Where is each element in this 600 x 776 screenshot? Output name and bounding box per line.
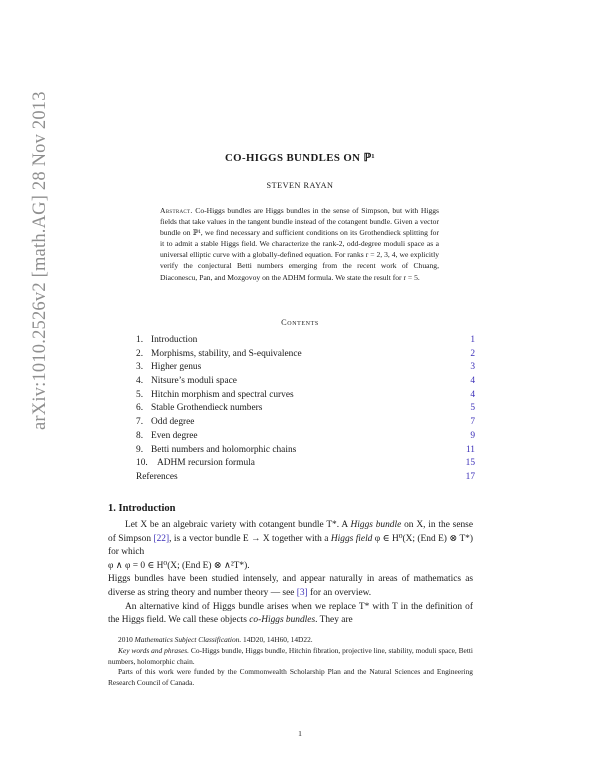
text-run: 2010: [118, 635, 135, 644]
toc-entry[interactable]: [136, 402, 475, 416]
citation-link[interactable]: [22]: [153, 533, 170, 544]
toc-number: 5.: [136, 389, 144, 400]
toc-page-link[interactable]: 15: [465, 458, 475, 469]
toc-label: Introduction: [151, 335, 198, 345]
toc-label: Morphisms, stability, and S-equivalence: [151, 348, 302, 359]
keywords-footnote: [108, 646, 473, 668]
toc-entry[interactable]: [136, 375, 475, 389]
toc-label: References: [136, 471, 178, 482]
term-co-higgs: co-Higgs bundles: [249, 615, 316, 626]
text-run: An alternative kind of Higgs bundle arises when we replace T* with T in the definition of the Higgs field. We call these objects: [108, 601, 473, 626]
toc-page-link[interactable]: 1: [470, 335, 475, 345]
section-body: [108, 519, 473, 628]
toc-number: 4.: [136, 376, 144, 387]
toc-label: Betti numbers and holomorphic chains: [151, 444, 297, 455]
toc-label: Odd degree: [151, 417, 195, 428]
text-run: . They are: [315, 615, 353, 626]
toc-number: 9.: [136, 444, 144, 455]
toc-entry[interactable]: [136, 334, 475, 348]
toc-label: Even degree: [151, 430, 198, 441]
funding-footnote: Parts of this work were funded by the Commonwealth Scholarship Plan and the Natural Sciences and Engineering Research Council of Canada.: [108, 667, 473, 688]
paragraph-2: [108, 573, 473, 600]
text-run: for an overview.: [307, 587, 372, 598]
display-equation: φ ∧ φ = 0 ∈ H⁰(X; (End E) ⊗ ∧²T*).: [108, 560, 250, 571]
toc-entry[interactable]: [136, 416, 475, 430]
text-run: Let X be an algebraic variety with cotangent bundle T*. A: [125, 520, 351, 530]
paper-title: CO-HIGGS BUNDLES ON ℙ¹: [224, 152, 376, 164]
toc-page-link[interactable]: 4: [470, 389, 475, 400]
keywords-label: Key words and phrases.: [118, 645, 189, 655]
arxiv-identifier: arXiv:1010.2526v2 [math.AG] 28 Nov 2013: [30, 91, 50, 430]
toc-entry[interactable]: [136, 348, 475, 362]
toc-page-link[interactable]: 5: [470, 403, 475, 414]
abstract-text: Co-Higgs bundles are Higgs bundles in the sense of Simpson, but with Higgs fields that take values in the tangent bundle instead of the cotangent bundle. Given a vector bundle on ℙ¹, we find necessary and sufficient conditions on its Grothendieck splitting for it to admit a stable Higgs field. We characterize the rank-2, odd-degree moduli space as a universal elliptic curve with a globally-defined equation. For ranks r = 2, 3, 4, we explicitly verify the conjectural Betti numbers emerging from the recent work of Chuang, Diaconescu, Pan, and Mozgovoy on the ADHM formula. We state the result for r = 5.: [160, 206, 439, 282]
abstract: [160, 205, 439, 283]
toc-label: Nitsure’s moduli space: [151, 376, 237, 387]
toc-number: 2.: [136, 348, 144, 359]
text-run: , is a vector bundle E → X together with a: [169, 533, 331, 544]
toc-number: 3.: [136, 362, 144, 373]
term-higgs-field: Higgs field: [330, 533, 373, 544]
text-run: Higgs bundles have been studied intensely, and appear naturally in areas of mathematics as diverse as string theory and number theory — see: [108, 574, 473, 598]
toc-number: 8.: [136, 430, 144, 441]
toc-entry[interactable]: [136, 430, 475, 444]
toc-label: Stable Grothendieck numbers: [151, 403, 263, 414]
toc-page-link[interactable]: 2: [470, 348, 475, 359]
toc-number: 7.: [136, 417, 144, 428]
table-of-contents: [136, 334, 475, 485]
toc-label: ADHM recursion formula: [157, 458, 255, 469]
citation-link[interactable]: [3]: [296, 587, 308, 598]
toc-label: Higher genus: [151, 362, 202, 373]
toc-entry[interactable]: [136, 389, 475, 403]
text-run: on X, in the sense of Simpson: [108, 520, 473, 544]
author-name: STEVEN RAYAN: [266, 181, 334, 190]
toc-page-link[interactable]: 4: [470, 376, 475, 387]
toc-page-link[interactable]: 17: [465, 471, 475, 482]
contents-heading: Contents: [281, 318, 319, 327]
msc-footnote: [108, 635, 473, 646]
term-higgs-bundle: Higgs bundle: [350, 520, 402, 530]
toc-number: 10.: [136, 458, 148, 469]
toc-page-link[interactable]: 7: [470, 417, 475, 428]
msc-codes: 14D20, 14H60, 14D22.: [241, 635, 313, 644]
toc-entry[interactable]: [136, 444, 475, 458]
footnotes: [108, 635, 473, 689]
toc-page-link[interactable]: 9: [470, 430, 475, 441]
toc-label: Hitchin morphism and spectral curves: [151, 389, 294, 400]
toc-number: 6.: [136, 403, 144, 414]
toc-page-link[interactable]: 11: [465, 444, 475, 455]
paragraph-3: [108, 601, 473, 628]
toc-page-link[interactable]: 3: [470, 362, 475, 373]
page-number: 1: [298, 729, 302, 738]
text-run: φ ∈ H⁰(X; (End E) ⊗ T*) for which: [108, 533, 473, 558]
keywords-text: Co-Higgs bundle, Higgs bundle, Hitchin fibration, projective line, stability, moduli space, Betti numbers, holomorphic chain.: [108, 645, 473, 666]
toc-entry[interactable]: [136, 471, 475, 485]
toc-number: 1.: [136, 335, 144, 345]
toc-entry[interactable]: [136, 361, 475, 375]
toc-entry[interactable]: [136, 457, 475, 471]
abstract-label: Abstract.: [160, 206, 193, 215]
paragraph-1: [108, 519, 473, 560]
msc-label: Mathematics Subject Classification.: [134, 635, 242, 644]
section-heading: 1. Introduction: [108, 503, 176, 514]
